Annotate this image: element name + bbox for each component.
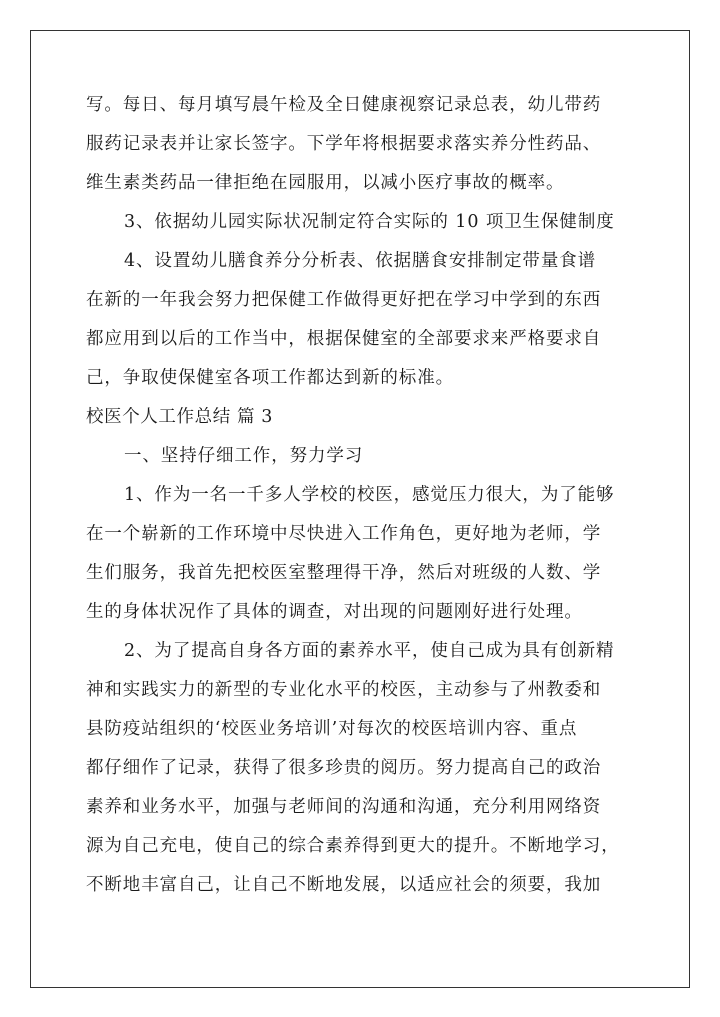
paragraph-line: 2、为了提高自身各方面的素养水平，使自己成为具有创新精: [124, 641, 615, 661]
list-item-4: 4、设置幼儿膳食养分分析表、依据膳食安排制定带量食谱: [124, 251, 597, 271]
section-title: 校医个人工作总结 篇 3: [86, 407, 273, 427]
paragraph-line: 维生素类药品一律拒绝在园服用，以减小医疗事故的概率。: [86, 173, 565, 193]
paragraph-line: 己，争取使保健室各项工作都达到新的标准。: [86, 368, 454, 388]
paragraph-line: 源为自己充电，使自己的综合素养得到更大的提升。不断地学习，: [86, 836, 620, 856]
paragraph-line: 不断地丰富自己，让自己不断地发展，以适应社会的须要，我加: [86, 875, 602, 895]
paragraph-line: 在一个崭新的工作环境中尽快进入工作角色，更好地为老师，学: [86, 524, 602, 544]
paragraph-line: 服药记录表并让家长签字。下学年将根据要求落实养分性药品、: [86, 134, 602, 154]
paragraph-line: 县防疫站组织的‘校医业务培训’对每次的校医培训内容、重点: [86, 719, 578, 739]
paragraph-line: 1、作为一名一千多人学校的校医，感觉压力很大，为了能够: [124, 485, 615, 505]
list-item-3: 3、依据幼儿园实际状况制定符合实际的 10 项卫生保健制度: [124, 212, 615, 232]
section-subheading: 一、坚持仔细工作，努力学习: [124, 446, 364, 466]
paragraph-line: 生的身体状况作了具体的调查，对出现的问题刚好进行处理。: [86, 602, 583, 622]
paragraph-line: 都仔细作了记录，获得了很多珍贵的阅历。努力提高自己的政治: [86, 758, 602, 778]
paragraph-line: 在新的一年我会努力把保健工作做得更好把在学习中学到的东西: [86, 290, 602, 310]
paragraph-line: 素养和业务水平，加强与老师间的沟通和沟通，充分利用网络资: [86, 797, 602, 817]
paragraph-line: 都应用到以后的工作当中，根据保健室的全部要求来严格要求自: [86, 329, 602, 349]
paragraph-line: 生们服务，我首先把校医室整理得干净，然后对班级的人数、学: [86, 563, 602, 583]
paragraph-line: 写。每日、每月填写晨午检及全日健康视察记录总表，幼儿带药: [86, 95, 602, 115]
document-body: [86, 86, 636, 905]
paragraph-line: 神和实践实力的新型的专业化水平的校医，主动参与了州教委和: [86, 680, 602, 700]
